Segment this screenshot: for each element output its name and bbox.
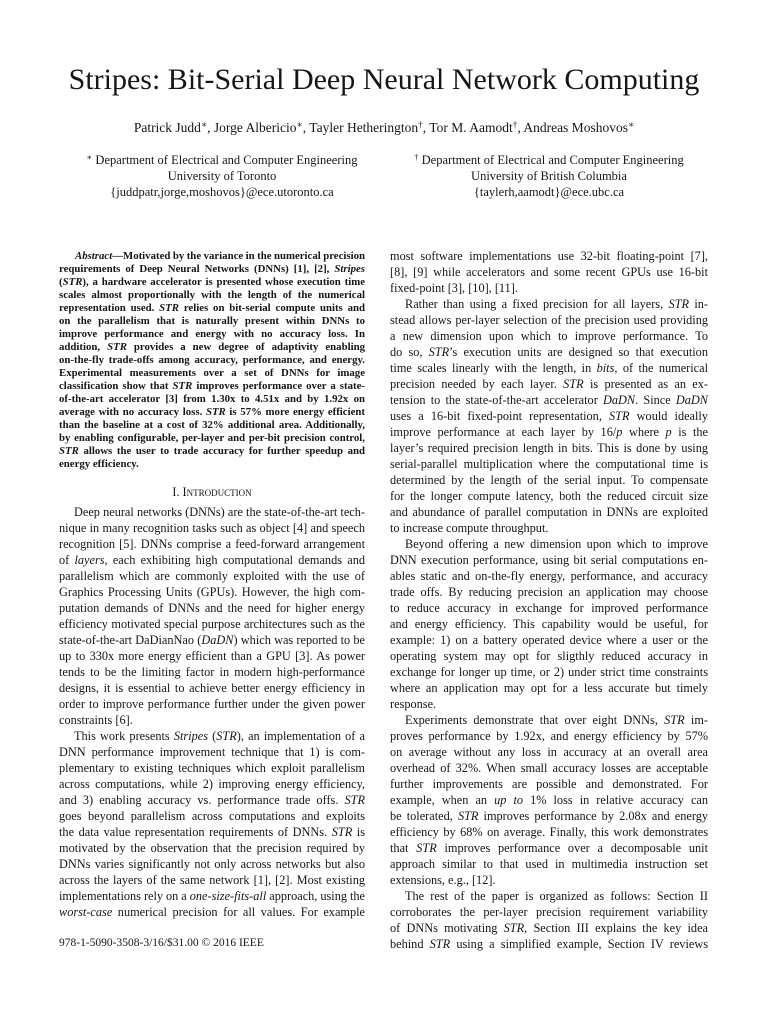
- affiliation-department: Department of Electrical and Computer Engineering: [421, 153, 684, 167]
- text-line: [59, 419, 365, 432]
- line-text: than the baseline at a cost of 32% additional area. Additionally,: [59, 419, 365, 431]
- text-line: [390, 392, 708, 408]
- text-line: [59, 792, 365, 808]
- italic-text: STR: [609, 409, 630, 423]
- affiliation-mark: †: [418, 119, 423, 130]
- line-text: improve performance and energy with no accuracy loss. In: [59, 328, 365, 340]
- affiliation-mark: ∗: [200, 119, 208, 130]
- line-text: worst-case numerical precision for all values. For example: [59, 905, 365, 919]
- text-line: [390, 632, 708, 648]
- text-line: [390, 456, 708, 472]
- line-text: approach similar to that used in multimedia instruction set: [390, 857, 708, 871]
- copyright-notice: 978-1-5090-3508-3/16/$31.00 © 2016 IEEE: [59, 937, 264, 949]
- text-line: [390, 856, 708, 872]
- line-text: of DNNs motivating STR, Section III explains the key idea: [390, 921, 708, 935]
- line-text: average with no accuracy loss. STR is 57% more energy efficient: [59, 406, 365, 418]
- text-line: [59, 276, 365, 289]
- text-line: [59, 712, 365, 728]
- italic-text: STR: [216, 729, 237, 743]
- text-line: [390, 328, 708, 344]
- text-line: [59, 664, 365, 680]
- line-text: motivated by the observation that the precision required by: [59, 841, 365, 855]
- text-line: [59, 824, 365, 840]
- text-line: [390, 648, 708, 664]
- text-line: [59, 904, 365, 920]
- line-text: on the parallelism that is naturally present within DNNs to: [59, 315, 365, 327]
- line-text: (STR), a hardware accelerator is presented whose execution time: [59, 276, 365, 288]
- text-line: [59, 328, 365, 341]
- line-text: representation used. STR relies on bit-serial compute units and: [59, 302, 366, 314]
- line-text: trade offs. By reducing precision an application may choose: [390, 585, 708, 599]
- line-text: layer’s required precision length in bits. This is done by using: [390, 441, 708, 455]
- text-line: [390, 872, 708, 888]
- line-text: of-the-art accelerator [3] from 1.30x to 4.51x and by 1.92x on: [59, 393, 365, 405]
- author: [523, 120, 634, 135]
- italic-text: STR: [664, 713, 685, 727]
- text-line: [390, 552, 708, 568]
- text-line: [390, 760, 708, 776]
- text-line: [390, 888, 708, 904]
- section-heading-introduction: [59, 484, 365, 500]
- text-line: [390, 536, 708, 552]
- text-line: [59, 445, 365, 458]
- line-text: exchange for longer up time, or 2) under strict time constraints: [390, 665, 708, 679]
- line-text: addition, STR provides a new degree of adaptivity enabling: [59, 341, 365, 353]
- text-line: [390, 680, 708, 696]
- italic-text: Stripes: [173, 729, 209, 743]
- line-text: determined by the length of the serial input. To compensate: [390, 473, 708, 487]
- author-name: Andreas Moshovos: [523, 120, 628, 135]
- line-text: DNNs varies significantly not only across networks but also: [59, 857, 365, 871]
- italic-text: one-size-fits-all: [189, 889, 267, 903]
- line-text: extensions, e.g., [12].: [390, 873, 496, 887]
- line-text: to increase compute throughput.: [390, 521, 549, 535]
- affiliation-institution: University of British Columbia: [471, 169, 627, 183]
- right-column: [390, 248, 708, 952]
- text-line: [59, 648, 365, 664]
- italic-text: STR: [159, 302, 179, 314]
- text-line: [59, 289, 365, 302]
- affiliation-mark: ∗: [86, 151, 93, 162]
- text-line: [390, 424, 708, 440]
- text-line: [390, 504, 708, 520]
- text-line: [390, 376, 708, 392]
- line-text: nique in many recognition tasks such as object [4] and speech: [59, 521, 365, 535]
- line-text: requirements of Deep Neural Networks (DNNs) [1], [2], Stripes: [59, 263, 365, 275]
- affiliation-department: Department of Electrical and Computer Engineering: [95, 153, 358, 167]
- right-column-body: [390, 248, 708, 952]
- line-text: time scales linearly with the length, in bits, of the numerical: [390, 361, 708, 375]
- affiliation-email: {juddpatr,jorge,moshovos}@ece.utoronto.ca: [110, 185, 334, 199]
- line-text: designs, it is essential to achieve better energy efficiency in: [59, 681, 365, 695]
- line-text: Beyond offering a new dimension upon which to improve: [405, 537, 708, 551]
- text-line: [59, 760, 365, 776]
- text-line: [59, 744, 365, 760]
- text-line: [59, 808, 365, 824]
- text-line: [59, 568, 365, 584]
- line-text: energy efficiency.: [59, 458, 139, 470]
- text-line: [59, 263, 365, 276]
- text-line: [390, 408, 708, 424]
- affiliation-ubc: [389, 152, 709, 200]
- line-text: operating system may opt for sligthly reduced accuracy in: [390, 649, 708, 663]
- affiliation-mark: ∗: [627, 119, 635, 130]
- text-line: [59, 432, 365, 445]
- line-text: state-of-the-art DaDianNao (DaDN) which was reported to be: [59, 633, 366, 647]
- line-text: putation demands of DNNs and the need for higher energy: [59, 601, 365, 615]
- line-text: serial-parallel multiplication where the computational time is: [390, 457, 708, 471]
- line-text: uses a 16-bit fixed-point representation, STR would ideally: [390, 409, 708, 423]
- text-line: [390, 744, 708, 760]
- line-text: Experiments demonstrate that over eight DNNs, STR im-: [405, 713, 708, 727]
- author-name: Jorge Albericio: [213, 120, 297, 135]
- section-title: Introduction: [182, 485, 252, 499]
- text-line: [390, 264, 708, 280]
- line-text: stead allows per-layer selection of the precision used providing: [390, 313, 708, 327]
- line-text: do so, STR’s execution units are designed so that execution: [390, 345, 708, 359]
- line-text: efficiency by 68% on average. Finally, this work demonstrates: [390, 825, 708, 839]
- line-text: and 3) enabling accuracy vs. performance trade offs. STR: [59, 793, 365, 807]
- line-text: DNN execution performance, using bit serial computations en-: [390, 553, 708, 567]
- line-text: Graphics Processing Units (GPUs). However, the high com-: [59, 585, 365, 599]
- text-line: [390, 344, 708, 360]
- line-text: to reduce accuracy in exchange for improved performance: [390, 601, 708, 615]
- line-text: on average without any loss in accuracy at an overall area: [390, 745, 708, 759]
- italic-text: DaDN: [602, 393, 636, 407]
- affiliation-institution: University of Toronto: [167, 169, 277, 183]
- text-line: [59, 872, 365, 888]
- line-text: across computations, while 2) improving energy efficiency,: [59, 777, 365, 791]
- italic-text: STR: [503, 921, 525, 935]
- line-text: up to 330x more energy efficient than a GPU [3]. As power: [59, 649, 365, 663]
- line-text: order to improve performance further under the given power: [59, 697, 365, 711]
- text-line: [390, 520, 708, 536]
- line-text: STR allows the user to trade accuracy for further speedup and: [59, 445, 365, 457]
- text-line: [390, 472, 708, 488]
- line-text: behind STR using a simplified example, Section IV reviews: [390, 937, 708, 951]
- text-line: [390, 440, 708, 456]
- text-line: [390, 312, 708, 328]
- left-column: [59, 0, 365, 1024]
- line-text: a new dimension upon which to improve performance. To: [390, 329, 708, 343]
- text-line: [59, 840, 365, 856]
- text-line: [390, 808, 708, 824]
- italic-text: Abstract: [75, 250, 113, 262]
- text-line: [59, 616, 365, 632]
- text-line: [390, 616, 708, 632]
- line-text: the data value representation requirements of DNNs. STR is: [59, 825, 365, 839]
- text-line: [390, 488, 708, 504]
- left-column-body: [59, 504, 365, 920]
- text-line: [390, 280, 708, 296]
- text-line: [390, 824, 708, 840]
- line-text: scales almost proportionally with the length of the numerical: [59, 289, 365, 301]
- paragraph: [59, 504, 365, 728]
- text-line: [390, 360, 708, 376]
- line-text: fixed-point [3], [10], [11].: [390, 281, 518, 295]
- italic-text: DaDN: [675, 393, 708, 407]
- italic-text: STR: [107, 341, 127, 353]
- line-text: that STR improves performance over a decomposable unit: [390, 841, 708, 855]
- paragraph: [390, 536, 708, 712]
- paragraph: [390, 712, 708, 888]
- affiliation-mark: ∗: [296, 119, 303, 130]
- text-line: [59, 520, 365, 536]
- line-text: tension to the state-of-the-art accelerator DaDN. Since DaDN: [390, 393, 708, 407]
- text-line: [59, 458, 365, 471]
- line-text: most software implementations use 32-bit floating-point [7],: [390, 249, 708, 263]
- line-text: example: 1) on a battery operated device where a user or the: [390, 633, 708, 647]
- author-name: Patrick Judd: [133, 120, 201, 135]
- italic-text: DaDN: [201, 633, 234, 647]
- line-text: improve performance at each layer by 16/p where p is the: [390, 425, 708, 439]
- line-text: ables static and on-the-fly energy, performance, and accuracy: [390, 569, 708, 583]
- text-line: [59, 536, 365, 552]
- text-line: [59, 380, 365, 393]
- text-line: [390, 712, 708, 728]
- text-line: [59, 632, 365, 648]
- line-text: efficiency motivated special purpose architectures such as the: [59, 617, 365, 631]
- text-line: [59, 354, 365, 367]
- line-text: This work presents Stripes (STR), an implementation of a: [74, 729, 366, 743]
- italic-text: STR: [59, 445, 79, 457]
- line-text: DNN performance improvement technique that 1) is com-: [59, 745, 365, 759]
- line-text: proves performance by 1.92x, and energy efficiency by 57%: [390, 729, 708, 743]
- line-text: The rest of the paper is organized as follows: Section II: [405, 889, 708, 903]
- text-line: [59, 856, 365, 872]
- paragraph: [59, 250, 365, 471]
- text-line: [390, 776, 708, 792]
- text-line: [390, 936, 708, 952]
- italic-text: STR: [457, 809, 479, 823]
- line-text: response.: [390, 697, 437, 711]
- line-text: Experimental measurements over a set of DNNs for image: [59, 367, 365, 379]
- line-text: constraints [6].: [59, 713, 133, 727]
- author: [429, 120, 517, 135]
- text-line: [390, 584, 708, 600]
- italic-text: STR: [668, 297, 689, 311]
- text-line: [390, 248, 708, 264]
- line-text: and energy efficiency. This capability would be useful, for: [390, 617, 708, 631]
- text-line: [390, 296, 708, 312]
- author-name: Tor M. Aamodt: [429, 120, 513, 135]
- line-text: further improvements are possible and demonstrated. For: [390, 777, 708, 791]
- line-text: tends to be the limiting factor in modern high-performance: [59, 665, 365, 679]
- text-line: [59, 393, 365, 406]
- text-line: [59, 315, 365, 328]
- affiliation-mark: †: [512, 119, 518, 130]
- text-line: [59, 696, 365, 712]
- text-line: [59, 302, 365, 315]
- line-text: Rather than using a fixed precision for all layers, STR in-: [405, 297, 708, 311]
- paragraph: [390, 296, 708, 536]
- line-text: example, when an up to 1% loss in relative accuracy can: [390, 793, 709, 807]
- line-text: overhead of 32%. When small accuracy losses are acceptable: [390, 761, 708, 775]
- line-text: precision needed by each layer. STR is presented as an ex-: [390, 377, 708, 391]
- text-line: [59, 728, 365, 744]
- text-line: [59, 776, 365, 792]
- text-line: [59, 406, 365, 419]
- italic-text: STR: [416, 841, 437, 855]
- line-text: implementations rely on a one-size-fits-all approach, using the: [59, 889, 366, 903]
- line-text: Abstract—Motivated by the variance in the numerical precision: [75, 250, 365, 262]
- text-line: [59, 367, 365, 380]
- italic-text: STR: [563, 377, 584, 391]
- italic-text: Stripes: [334, 263, 365, 275]
- line-text: recognition [5]. DNNs comprise a feed-forward arrangement: [59, 537, 365, 551]
- line-text: for the longer compute latency, both the reduced circuit size: [390, 489, 708, 503]
- text-line: [390, 904, 708, 920]
- text-line: [59, 552, 365, 568]
- text-line: [390, 728, 708, 744]
- affiliation-mark: †: [414, 151, 419, 162]
- text-line: [390, 840, 708, 856]
- line-text: be tolerated, STR improves performance by 2.08x and energy: [390, 809, 708, 823]
- text-line: [59, 250, 365, 263]
- text-line: [59, 504, 365, 520]
- line-text: classification show that STR improves performance over a state-: [59, 380, 365, 392]
- italic-text: STR: [429, 937, 451, 951]
- text-line: [59, 584, 365, 600]
- affiliation-email: {taylerh,aamodt}@ece.ubc.ca: [473, 185, 625, 199]
- author-name: Tayler Hetherington: [309, 120, 419, 135]
- text-line: [59, 680, 365, 696]
- italic-text: bits: [596, 361, 615, 375]
- text-line: [390, 696, 708, 712]
- italic-text: STR: [205, 406, 226, 418]
- paragraph: [59, 728, 365, 920]
- line-text: corroborates the per-layer precision requirement variability: [390, 905, 708, 919]
- line-text: by enabling configurable, per-layer and per-bit precision control,: [59, 432, 365, 444]
- line-text: where an application may opt for a less accurate but timely: [390, 681, 708, 695]
- paper-title: Stripes: Bit-Serial Deep Neural Network Computing: [68, 63, 700, 96]
- italic-text: STR: [62, 276, 83, 288]
- italic-text: up to: [494, 793, 524, 807]
- text-line: [390, 920, 708, 936]
- line-text: and abundance of parallel computation in DNNs are exploited: [390, 505, 708, 519]
- paragraph: [390, 248, 708, 296]
- italic-text: STR: [428, 345, 450, 359]
- author-list: Patrick Judd∗, Jorge Albericio∗, Tayler Hetherington†, Tor M. Aamodt†, Andreas Moshovos∗: [133, 119, 635, 135]
- text-line: [390, 664, 708, 680]
- italic-text: p: [616, 425, 623, 439]
- line-text: [8], [9] while accelerators and some recent GPUs use 16-bit: [390, 265, 708, 279]
- line-text: across the layers of the same network [1], [2]. Most existing: [59, 873, 365, 887]
- text-line: [59, 888, 365, 904]
- italic-text: STR: [331, 825, 353, 839]
- italic-text: worst-case: [59, 905, 113, 919]
- affiliation-department-line: [389, 152, 709, 168]
- abstract: [59, 250, 365, 471]
- line-text: on-the-fly trade-offs among accuracy, performance, and energy.: [59, 354, 365, 366]
- italic-text: STR: [344, 793, 365, 807]
- italic-text: STR: [172, 380, 193, 392]
- paragraph: [390, 888, 708, 952]
- section-number: I.: [172, 485, 180, 499]
- italic-text: p: [665, 425, 672, 439]
- line-text: plementary to existing techniques which exploit parallelism: [59, 761, 365, 775]
- line-text: goes beyond parallelism across computations and exploits: [59, 809, 365, 823]
- line-text: of layers, each exhibiting high computational demands and: [59, 553, 365, 567]
- text-line: [390, 568, 708, 584]
- italic-text: layers: [74, 553, 105, 567]
- text-line: [390, 600, 708, 616]
- text-line: [59, 600, 365, 616]
- line-text: parallelism which are commonly exploited with the use of: [59, 569, 365, 583]
- line-text: Deep neural networks (DNNs) are the state-of-the-art tech-: [74, 505, 365, 519]
- text-line: [59, 341, 365, 354]
- text-line: [390, 792, 708, 808]
